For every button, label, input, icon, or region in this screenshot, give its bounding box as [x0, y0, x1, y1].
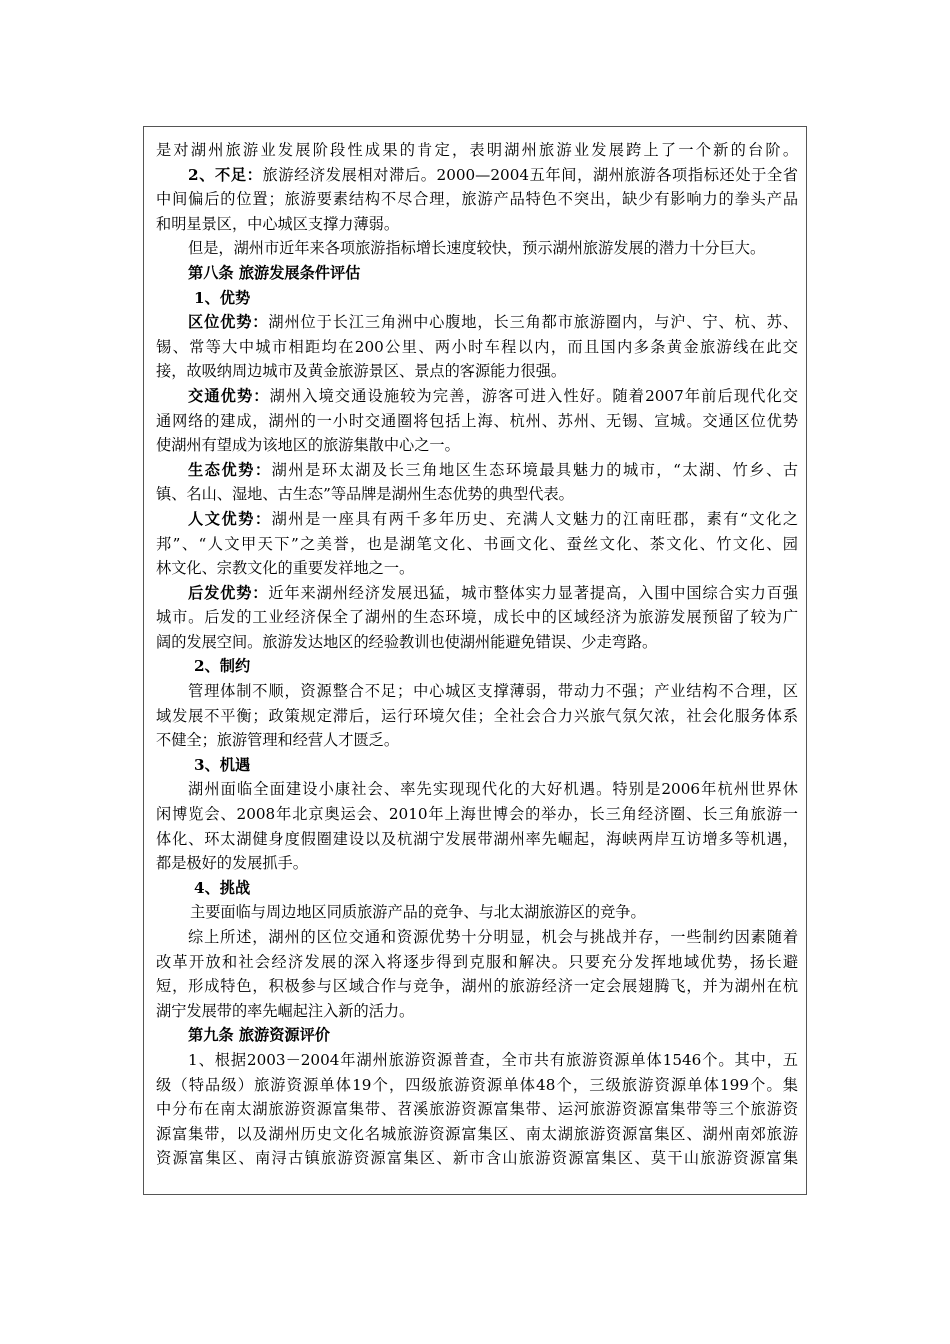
paragraph-latecomer: 后发优势：近年来湖州经济发展迅猛，城市整体实力显著提高，入围中国综合实力百强: [188, 583, 798, 602]
text-line: 邦”、“人文甲天下”之美誉，也是湖笔文化、书画文化、蚕丝文化、茶文化、竹文化、园: [156, 534, 798, 553]
text-line: 锡、常等大中城市相距均在200公里、两小时车程以内，而且国内多条黄金旅游线在此交: [156, 337, 798, 356]
text-line: 通网络的建成，湖州的一小时交通圈将包括上海、杭州、苏州、无锡、宣城。交通区位优势: [156, 411, 798, 430]
text-line: 不健全；旅游管理和经营人才匮乏。: [156, 731, 399, 750]
text-line: 接，故吸纳周边城市及黄金旅游景区、景点的客源能力很强。: [156, 362, 567, 381]
subsection-heading: 3、机遇: [194, 755, 251, 774]
text-line: 中分布在南太湖旅游资源富集带、苕溪旅游资源富集带、运河旅游资源富集带等三个旅游资: [156, 1100, 798, 1119]
lead-label: 区位优势：: [188, 313, 269, 332]
text-line: 闲博览会、2008年北京奥运会、2010年上海世博会的举办，长三角经济圈、长三角旅游一: [156, 805, 798, 824]
text-line: 但是，湖州市近年来各项旅游指标增长速度较快，预示湖州旅游发展的潜力十分巨大。: [188, 239, 766, 258]
document-body: [156, 138, 798, 1171]
paragraph-traffic: 交通优势：湖州入境交通设施较为完善，游客可进入性好。随着2007年前后现代化交: [188, 386, 798, 405]
paragraph-location: 区位优势：湖州位于长江三角洲中心腹地，长三角都市旅游圈内，与沪、宁、杭、苏、: [188, 313, 798, 332]
subsection-heading: 4、挑战: [194, 878, 251, 897]
lead-label: 人文优势：: [188, 509, 272, 528]
subsection-heading: 1、优势: [194, 288, 251, 307]
text-line: 中间偏后的位置；旅游要素结构不尽合理，旅游产品特色不突出，缺少有影响力的拳头产品: [156, 190, 798, 209]
text-line: 短，形成特色，积极参与区域合作与竞争，湖州的旅游经济一定会展翅腾飞，并为湖州在杭: [156, 977, 798, 996]
text-line: 源富集带，以及湖州历史文化名城旅游资源富集区、南太湖旅游资源富集区、湖州南郊旅游: [156, 1124, 798, 1143]
text-line: 林文化、宗教文化的重要发祥地之一。: [156, 559, 415, 578]
text-line: 湖州面临全面建设小康社会、率先实现现代化的大好机遇。特别是2006年杭州世界休: [188, 780, 798, 799]
paragraph-culture: 人文优势：湖州是一座具有两千多年历史、充满人文魅力的江南旺郡，素有“文化之: [188, 509, 798, 528]
paragraph-shortage: 2、不足：旅游经济发展相对滞后。2000—2004五年间，湖州旅游各项指标还处于全省: [188, 165, 798, 184]
section-heading: 第九条 旅游资源评价: [188, 1026, 330, 1045]
text-line: 管理体制不顺，资源整合不足；中心城区支撑薄弱，带动力不强；产业结构不合理，区: [188, 682, 798, 701]
lead-label: 生态优势：: [188, 460, 272, 479]
text-line: 阔的发展空间。旅游发达地区的经验教训也使湖州能避免错误、少走弯路。: [156, 632, 658, 651]
text-line: 和明星景区，中心城区支撑力薄弱。: [156, 214, 399, 233]
paragraph-ecology: 生态优势：湖州是环太湖及长三角地区生态环境最具魅力的城市，“太湖、竹乡、古: [188, 460, 798, 479]
lead-label: 交通优势：: [188, 386, 270, 405]
lead-label: 后发优势：: [188, 583, 269, 602]
text-line: 镇、名山、湿地、古生态”等品牌是湖州生态优势的典型代表。: [156, 485, 574, 504]
text-line: 湖宁发展带的率先崛起注入新的活力。: [156, 1001, 415, 1020]
text-line: 域发展不平衡；政策规定滞后，运行环境欠佳；全社会合力兴旅气氛欠浓，社会化服务体系: [156, 706, 798, 725]
subsection-heading: 2、制约: [194, 657, 251, 676]
text-line: 城市。后发的工业经济保全了湖州的生态环境，成长中的区域经济为旅游发展预留了较为广: [156, 608, 798, 627]
text-line: 主要面临与周边地区同质旅游产品的竞争、与北太湖旅游区的竞争。: [190, 903, 646, 922]
text-line: 都是极好的发展抓手。: [156, 854, 308, 873]
section-heading: 第八条 旅游发展条件评估: [188, 263, 361, 282]
lead-label: 2、不足：: [188, 165, 263, 184]
text-line: 改革开放和社会经济发展的深入将逐步得到克服和解决。只要充分发挥地域优势，扬长避: [156, 952, 798, 971]
text-line: 级（特品级）旅游资源单体19个，四级旅游资源单体48个，三级旅游资源单体199个。集: [156, 1075, 798, 1094]
text-line: 资源富集区、南浔古镇旅游资源富集区、新市含山旅游资源富集区、莫干山旅游资源富集: [156, 1149, 798, 1168]
text-line: 使湖州有望成为该地区的旅游集散中心之一。: [156, 436, 460, 455]
text-line: 1、根据2003－2004年湖州旅游资源普查，全市共有旅游资源单体1546个。其中，五: [188, 1050, 798, 1069]
text-line: 体化、环太湖健身度假圈建设以及杭湖宁发展带湖州率先崛起，海峡两岸互访增多等机遇，: [156, 829, 798, 848]
text-line: 综上所述，湖州的区位交通和资源优势十分明显，机会与挑战并存，一些制约因素随着: [188, 928, 798, 946]
text-line: 是对湖州旅游业发展阶段性成果的肯定，表明湖州旅游业发展跨上了一个新的台阶。: [156, 141, 798, 159]
